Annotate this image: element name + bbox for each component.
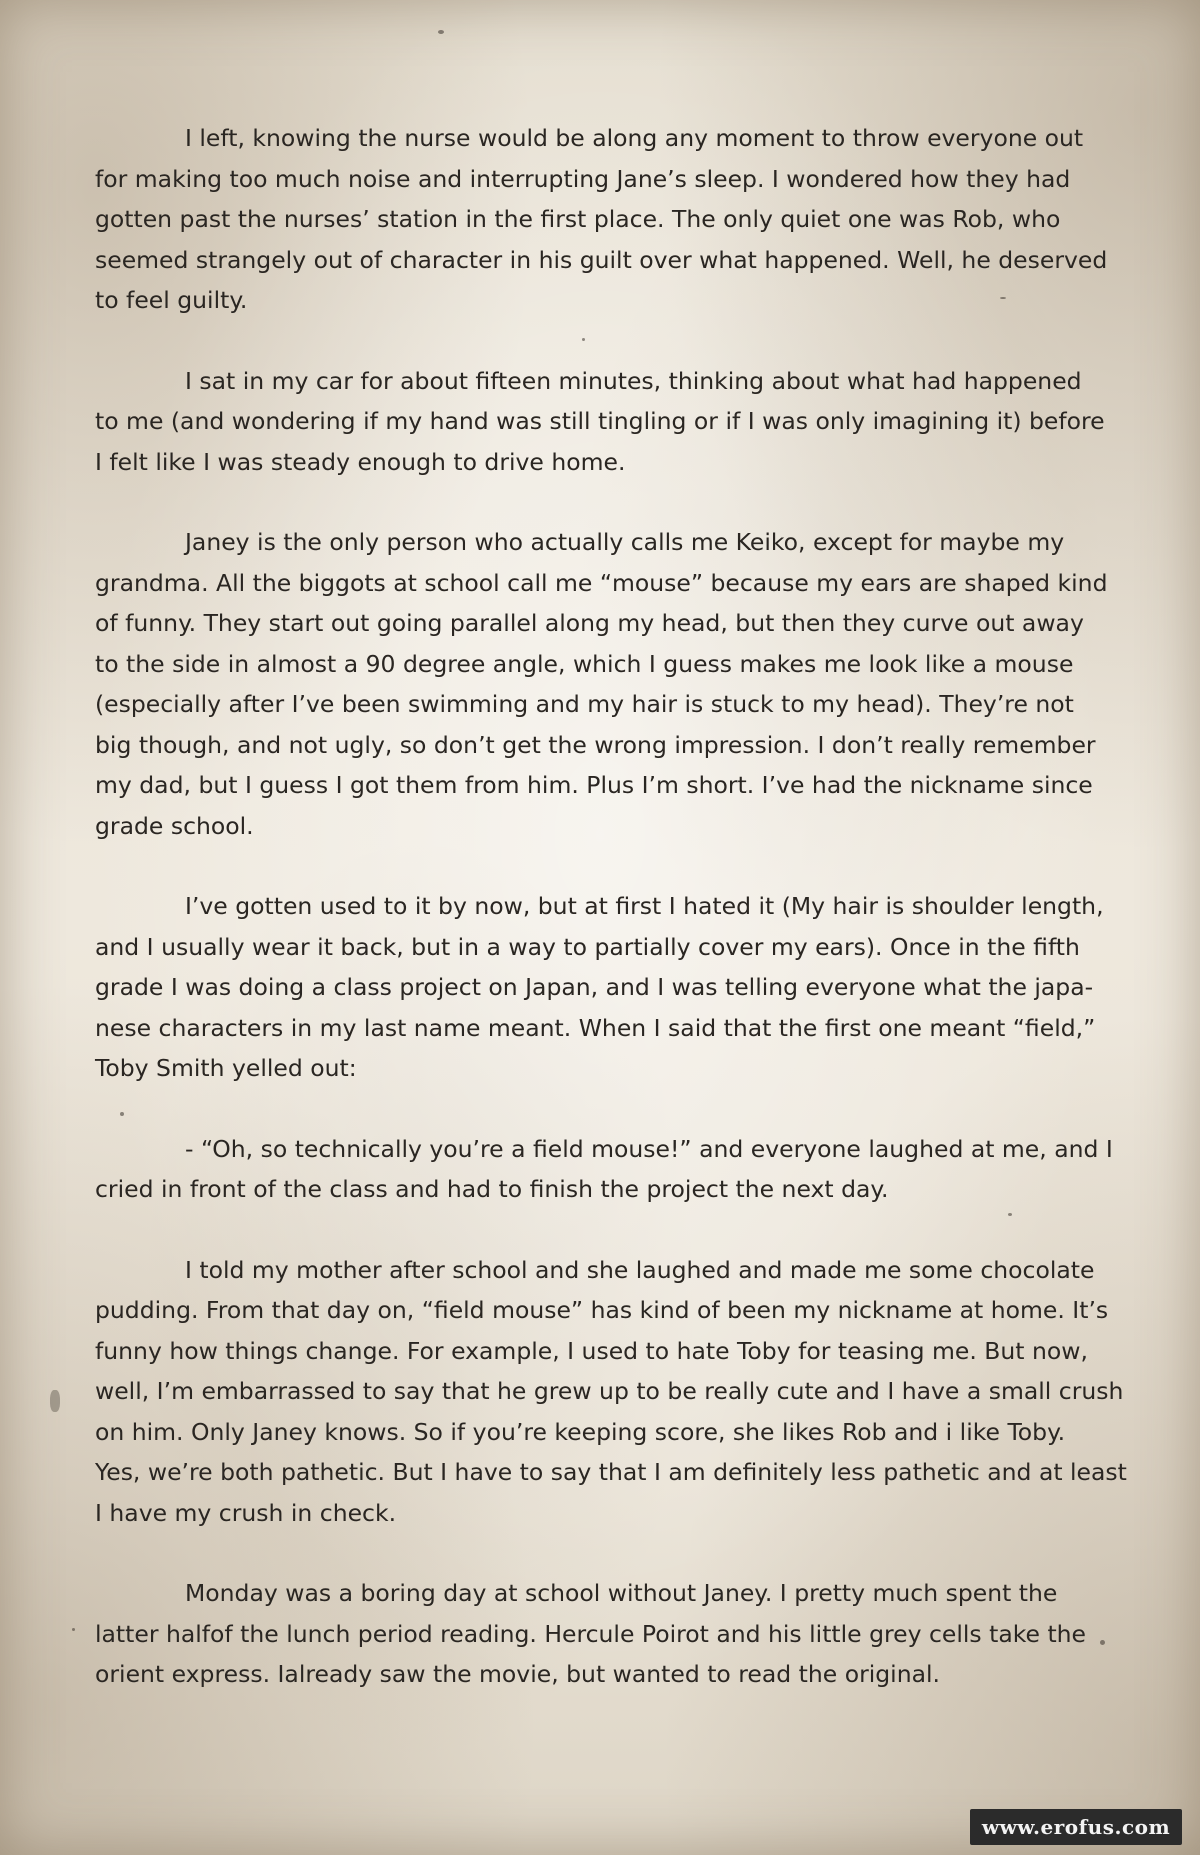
ink-speck (438, 30, 444, 34)
text-line: orient express. Ialready saw the movie, but wanted to read the original. (95, 1660, 941, 1688)
ink-speck (50, 1390, 60, 1412)
text-line: Monday was a boring day at school without Janey. I pretty much spent the (185, 1579, 1058, 1607)
text-line: (especially after I’ve been swimming and my hair is stuck to my head). They’re not (95, 690, 1074, 718)
text-line: my dad, but I guess I got them from him. Plus I’m short. I’ve had the nickname since (95, 771, 1093, 799)
story-text (95, 118, 1127, 1735)
paragraph-2 (95, 361, 1105, 483)
text-line: seemed strangely out of character in his guilt over what happened. Well, he deserved (95, 245, 1108, 274)
watermark-badge (970, 1809, 1182, 1845)
ink-speck (72, 1628, 75, 1631)
text-line: to feel guilty. (95, 286, 248, 314)
text-line: grandma. All the biggots at school call me “mouse” because my ears are shaped kind (95, 568, 1108, 597)
text-line: cried in front of the class and had to finish the project the next day. (95, 1175, 889, 1203)
text-line: big though, and not ugly, so don’t get the wrong impression. I don’t really remember (95, 730, 1096, 759)
text-line: latter halfof the lunch period reading. Hercule Poirot and his little grey cells take the (95, 1619, 1087, 1648)
text-line: on him. Only Janey knows. So if you’re keeping score, she likes Rob and i like Toby. (95, 1417, 1066, 1446)
text-line: well, I’m embarrassed to say that he grew up to be really cute and I have a small crush (95, 1377, 1124, 1405)
text-line: for making too much noise and interrupting Jane’s sleep. I wondered how they had (95, 164, 1071, 193)
paragraph-4 (95, 886, 1105, 1089)
text-line: and I usually wear it back, but in a way to partially cover my ears). Once in the fifth (95, 932, 1080, 961)
watermark-text: www.erofus.com (981, 1815, 1171, 1839)
text-line: grade school. (95, 811, 254, 840)
text-line: grade I was doing a class project on Japan, and I was telling everyone what the japa- (95, 973, 1094, 1001)
paragraph-6 (95, 1250, 1127, 1534)
text-line: nese characters in my last name meant. When I said that the first one meant “field,” (95, 1013, 1096, 1042)
text-line: Toby Smith yelled out: (95, 1054, 357, 1082)
text-line: funny how things change. For example, I used to hate Toby for teasing me. But now, (95, 1336, 1088, 1365)
text-line: to the side in almost a 90 degree angle, which I guess makes me look like a mouse (95, 649, 1074, 678)
text-line: I left, knowing the nurse would be along any moment to throw everyone out (185, 124, 1084, 152)
paragraph-1 (95, 118, 1108, 321)
text-line: - “Oh, so technically you’re a field mouse!” and everyone laughed at me, and I (185, 1134, 1113, 1163)
text-line: of funny. They start out going parallel along my head, but then they curve out away (95, 609, 1084, 637)
paragraph-5 (95, 1129, 1113, 1210)
text-line: I’ve gotten used to it by now, but at first I hated it (My hair is shoulder length, (185, 892, 1104, 920)
paragraph-7 (95, 1573, 1105, 1695)
text-line: I sat in my car for about fifteen minutes, thinking about what had happened (185, 366, 1082, 395)
text-line: to me (and wondering if my hand was still tingling or if I was only imagining it) before (95, 407, 1105, 435)
text-line: pudding. From that day on, “field mouse” has kind of been my nickname at home. It’s (95, 1296, 1109, 1324)
text-line: gotten past the nurses’ station in the first place. The only quiet one was Rob, who (95, 205, 1061, 233)
paragraph-3 (95, 522, 1108, 846)
text-line: Yes, we’re both pathetic. But I have to say that I am definitely less pathetic and at least (95, 1458, 1127, 1486)
text-line: I felt like I was steady enough to drive home. (95, 447, 626, 476)
text-line: I told my mother after school and she laughed and made me some chocolate (185, 1255, 1095, 1284)
text-line: Janey is the only person who actually calls me Keiko, except for maybe my (185, 528, 1065, 556)
text-line: I have my crush in check. (95, 1498, 397, 1527)
